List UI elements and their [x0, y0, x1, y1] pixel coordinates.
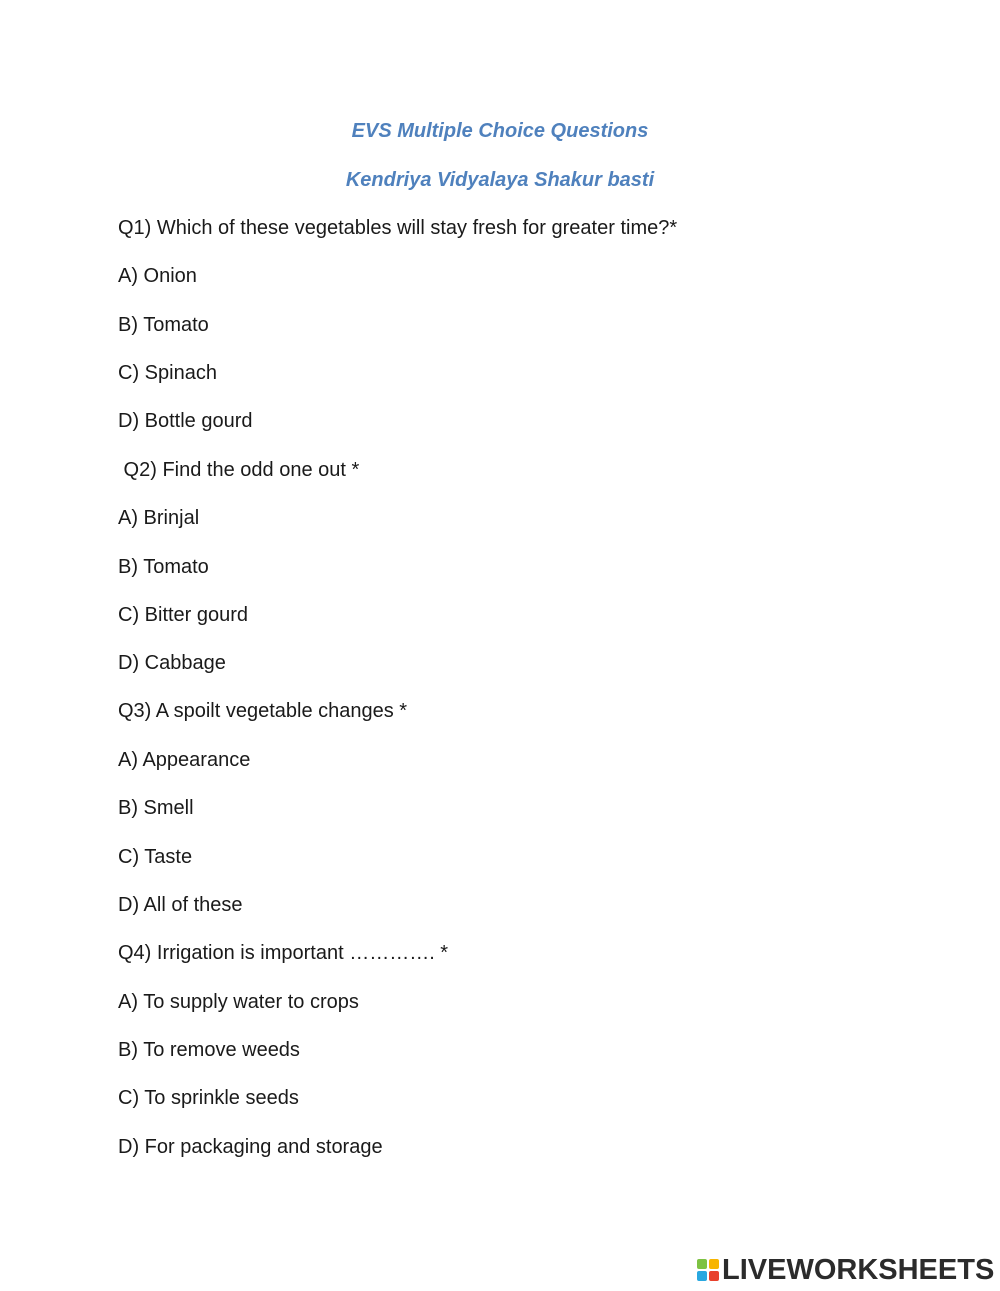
school-name: Kendriya Vidyalaya Shakur basti: [345, 169, 655, 191]
q3-option-b: B) Smell: [118, 797, 194, 819]
liveworksheets-logo-icon: [697, 1259, 719, 1281]
question-3: Q3) A spoilt vegetable changes *: [118, 700, 408, 722]
logo-square-red: [709, 1271, 719, 1281]
q2-option-b: B) Tomato: [118, 556, 209, 578]
logo-square-green: [697, 1259, 707, 1269]
liveworksheets-brand-text: LIVEWORKSHEETS: [722, 1254, 995, 1286]
liveworksheets-logo[interactable]: [697, 1254, 994, 1286]
q1-option-c: C) Spinach: [118, 362, 217, 384]
worksheet-title: EVS Multiple Choice Questions: [351, 120, 649, 142]
q2-option-d: D) Cabbage: [118, 652, 226, 674]
logo-square-yellow: [709, 1259, 719, 1269]
q4-option-d: D) For packaging and storage: [118, 1136, 383, 1158]
q2-option-c: C) Bitter gourd: [118, 604, 249, 626]
q2-option-a: A) Brinjal: [118, 507, 200, 529]
q4-option-b: B) To remove weeds: [118, 1039, 300, 1061]
logo-square-blue: [697, 1271, 707, 1281]
q1-option-a: A) Onion: [118, 265, 197, 287]
q4-option-c: C) To sprinkle seeds: [118, 1087, 299, 1109]
question-1: Q1) Which of these vegetables will stay fresh for greater time?*: [118, 217, 678, 239]
q3-option-c: C) Taste: [118, 846, 193, 868]
question-4: Q4) Irrigation is important …………. *: [118, 942, 449, 964]
q1-option-d: D) Bottle gourd: [118, 410, 253, 432]
q3-option-a: A) Appearance: [118, 749, 251, 771]
q1-option-b: B) Tomato: [118, 314, 209, 336]
q4-option-a: A) To supply water to crops: [118, 991, 359, 1013]
question-2: Q2) Find the odd one out *: [118, 459, 360, 481]
q3-option-d: D) All of these: [118, 894, 243, 916]
